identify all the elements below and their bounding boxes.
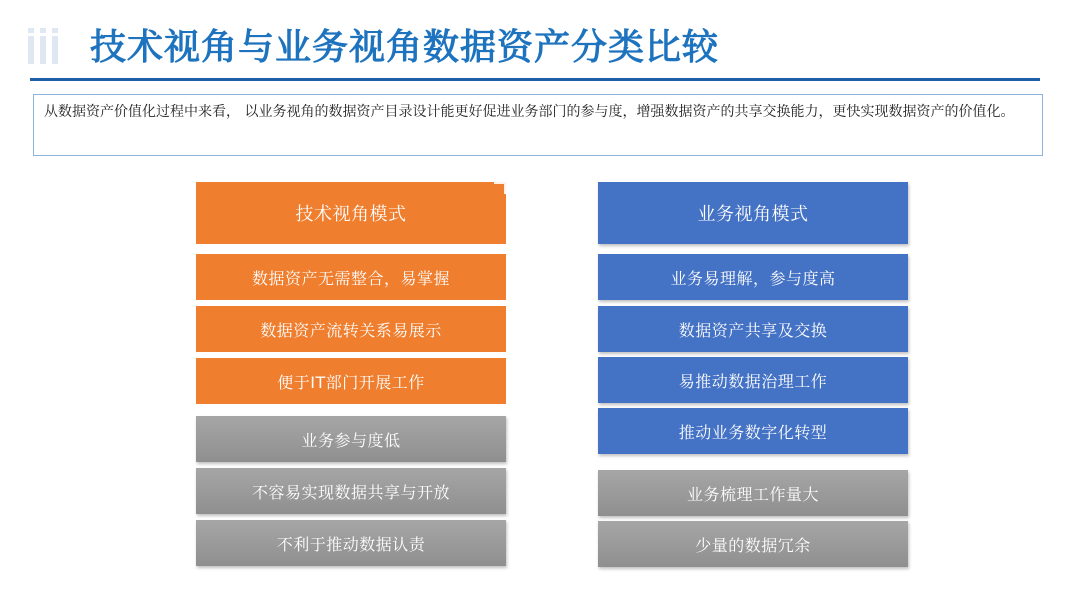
technical-con-item: 不容易实现数据共享与开放 (196, 468, 506, 514)
technical-con-item: 不利于推动数据认责 (196, 520, 506, 566)
title-underline (30, 78, 1040, 81)
technical-pro-item: 便于IT部门开展工作 (196, 358, 506, 404)
technical-con-item: 业务参与度低 (196, 416, 506, 462)
business-view-header: 业务视角模式 (598, 182, 908, 244)
business-pro-item: 易推动数据治理工作 (598, 357, 908, 403)
business-pro-item: 推动业务数字化转型 (598, 408, 908, 454)
technical-view-header (196, 182, 506, 244)
business-pro-item: 业务易理解，参与度高 (598, 254, 908, 300)
technical-pro-item: 数据资产无需整合，易掌握 (196, 254, 506, 300)
business-con-item: 少量的数据冗余 (598, 521, 908, 567)
corner-fold-icon (494, 182, 506, 194)
technical-view-header-label: 技术视角模式 (295, 204, 407, 225)
page-title: 技术视角与业务视角数据资产分类比较 (90, 27, 720, 68)
title-bar (26, 22, 1046, 74)
title-decoration-icon (28, 28, 64, 64)
business-pro-item: 数据资产共享及交换 (598, 306, 908, 352)
business-con-item: 业务梳理工作量大 (598, 470, 908, 516)
technical-pro-item: 数据资产流转关系易展示 (196, 306, 506, 352)
intro-text: 从数据资产价值化过程中来看， 以业务视角的数据资产目录设计能更好促进业务部门的参与度，增强数据资产的共享交换能力，更快实现数据资产的价值化。 (33, 94, 1043, 156)
